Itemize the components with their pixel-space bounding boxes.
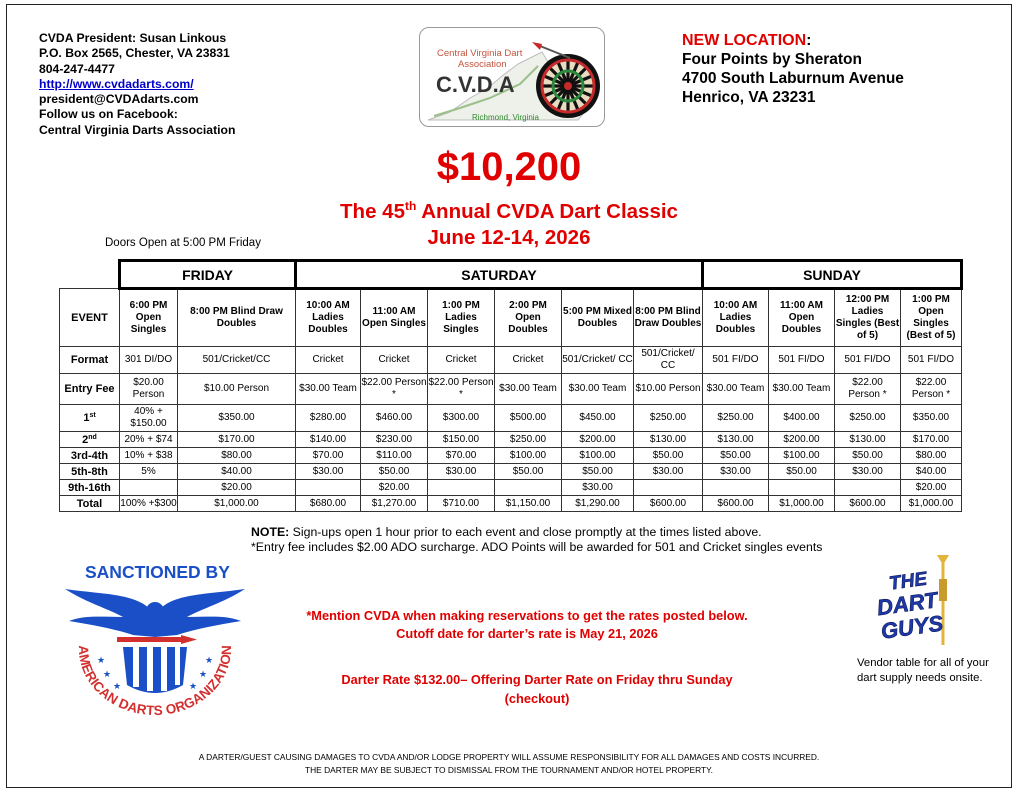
table-cell: $400.00 bbox=[769, 405, 835, 432]
table-cell: $30.00 Team bbox=[703, 374, 769, 405]
table-cell: $30.00 bbox=[428, 464, 495, 480]
contact-info bbox=[39, 31, 235, 138]
event-name: 10:00 AM Ladies Doubles bbox=[703, 289, 769, 347]
dartboard-icon bbox=[536, 54, 600, 118]
event-header: EVENT bbox=[60, 289, 120, 347]
table-cell: $80.00 bbox=[901, 448, 962, 464]
table-cell: $600.00 bbox=[703, 496, 769, 512]
day-header-row bbox=[60, 261, 962, 289]
email-line: president@CVDAdarts.com bbox=[39, 92, 199, 107]
mention-line-1: *Mention CVDA when making reservations to get the rates posted below. bbox=[306, 608, 748, 623]
mention-line-2: Cutoff date for darter’s rate is May 21, 2026 bbox=[396, 626, 658, 641]
table-cell: $100.00 bbox=[769, 448, 835, 464]
table-cell bbox=[769, 480, 835, 496]
flyer-page bbox=[6, 4, 1012, 788]
table-cell: $250.00 bbox=[634, 405, 703, 432]
rate-line-2: (checkout) bbox=[504, 691, 570, 706]
table-cell: $70.00 bbox=[428, 448, 495, 464]
table-cell: $350.00 bbox=[901, 405, 962, 432]
schedule-row bbox=[60, 480, 962, 496]
table-cell: $280.00 bbox=[296, 405, 361, 432]
dart-guys-line1: THE bbox=[887, 568, 929, 595]
dart-guys-line3: GUYS bbox=[879, 610, 945, 644]
table-cell: $230.00 bbox=[361, 432, 428, 448]
table-cell: $40.00 bbox=[901, 464, 962, 480]
table-cell: $20.00 bbox=[901, 480, 962, 496]
table-cell: $680.00 bbox=[296, 496, 361, 512]
sanctioned-heading: SANCTIONED BY bbox=[85, 562, 230, 582]
table-cell bbox=[428, 480, 495, 496]
logo-place: Richmond, Virginia bbox=[472, 113, 539, 122]
ado-logo bbox=[57, 585, 253, 725]
svg-text:★: ★ bbox=[189, 682, 198, 692]
table-cell: $1,000.00 bbox=[901, 496, 962, 512]
table-cell: 40% + $150.00 bbox=[120, 405, 178, 432]
schedule-row bbox=[60, 448, 962, 464]
table-cell: $20.00 Person bbox=[120, 374, 178, 405]
table-cell: $1,270.00 bbox=[361, 496, 428, 512]
event-title-sup: th bbox=[404, 199, 417, 213]
facebook-label: Follow us on Facebook: bbox=[39, 107, 178, 122]
schedule-row bbox=[60, 405, 962, 432]
vendor-note: Vendor table for all of your dart supply needs onsite. bbox=[857, 657, 989, 684]
fee-note: *Entry fee includes $2.00 ADO surcharge. ADO Points will be awarded for 501 and Cricket singles events bbox=[251, 540, 823, 554]
schedule-row bbox=[60, 347, 962, 374]
svg-text:★: ★ bbox=[113, 682, 122, 692]
rate-line-1: Darter Rate $132.00– Offering Darter Rate on Friday thru Sunday bbox=[341, 672, 733, 687]
table-cell: $170.00 bbox=[901, 432, 962, 448]
svg-text:★: ★ bbox=[199, 670, 208, 680]
table-cell: $1,290.00 bbox=[562, 496, 634, 512]
dart-guys-line2: DART bbox=[875, 587, 939, 621]
table-cell: Cricket bbox=[495, 347, 562, 374]
cvda-logo bbox=[419, 27, 605, 127]
event-name: 5:00 PM Mixed Doubles bbox=[562, 289, 634, 347]
table-cell: $600.00 bbox=[634, 496, 703, 512]
location-hotel: Four Points by Sheraton bbox=[682, 51, 862, 68]
table-cell bbox=[296, 480, 361, 496]
darter-rate bbox=[297, 670, 777, 708]
table-cell: 20% + $74 bbox=[120, 432, 178, 448]
event-name: 2:00 PM Open Doubles bbox=[495, 289, 562, 347]
event-name: 6:00 PM Open Singles bbox=[120, 289, 178, 347]
table-cell: 501 FI/DO bbox=[901, 347, 962, 374]
eagle-icon bbox=[65, 589, 245, 644]
schedule-row bbox=[60, 432, 962, 448]
table-cell: $140.00 bbox=[296, 432, 361, 448]
location-street: 4700 South Laburnum Avenue bbox=[682, 70, 904, 87]
schedule-table bbox=[59, 259, 963, 512]
row-label: 1st bbox=[60, 405, 120, 432]
table-cell: $30.00 bbox=[703, 464, 769, 480]
event-dates: June 12-14, 2026 bbox=[427, 226, 591, 249]
table-cell: $30.00 bbox=[562, 480, 634, 496]
table-cell: 501/Cricket/CC bbox=[178, 347, 296, 374]
phone-line: 804-247-4477 bbox=[39, 61, 115, 76]
table-cell: $50.00 bbox=[361, 464, 428, 480]
row-label: Total bbox=[60, 496, 120, 512]
schedule-row bbox=[60, 464, 962, 480]
stripes-shield-icon bbox=[123, 647, 187, 693]
event-name: 11:00 AM Open Doubles bbox=[769, 289, 835, 347]
table-cell: $300.00 bbox=[428, 405, 495, 432]
day-header-friday: FRIDAY bbox=[120, 261, 296, 289]
svg-text:★: ★ bbox=[97, 656, 106, 666]
svg-text:★: ★ bbox=[205, 656, 214, 666]
facebook-name: Central Virginia Darts Association bbox=[39, 122, 236, 137]
table-cell: $30.00 bbox=[634, 464, 703, 480]
event-name: 11:00 AM Open Singles bbox=[361, 289, 428, 347]
table-cell: 501 FI/DO bbox=[703, 347, 769, 374]
table-cell: $50.00 bbox=[769, 464, 835, 480]
disclaimer-line-2: THE DARTER MAY BE SUBJECT TO DISMISSAL FROM THE TOURNAMENT AND/OR HOTEL PROPERTY. bbox=[305, 765, 713, 775]
table-cell: 5% bbox=[120, 464, 178, 480]
location-heading-colon: : bbox=[806, 32, 812, 49]
table-cell: $1,000.00 bbox=[178, 496, 296, 512]
table-cell: 501 FI/DO bbox=[835, 347, 901, 374]
virginia-map-icon bbox=[420, 28, 605, 127]
table-cell: $50.00 bbox=[562, 464, 634, 480]
table-cell: 501 FI/DO bbox=[769, 347, 835, 374]
day-header-saturday: SATURDAY bbox=[296, 261, 703, 289]
table-cell: $80.00 bbox=[178, 448, 296, 464]
location-heading: NEW LOCATION bbox=[682, 32, 807, 49]
table-cell bbox=[120, 480, 178, 496]
event-name: 1:00 PM Open Singles (Best of 5) bbox=[901, 289, 962, 347]
table-cell: $70.00 bbox=[296, 448, 361, 464]
row-label: 2nd bbox=[60, 432, 120, 448]
table-cell: 501/Cricket/ CC bbox=[634, 347, 703, 374]
table-cell: $460.00 bbox=[361, 405, 428, 432]
event-name: 10:00 AM Ladies Doubles bbox=[296, 289, 361, 347]
president-line: CVDA President: Susan Linkous bbox=[39, 31, 227, 45]
schedule-row bbox=[60, 374, 962, 405]
event-title-post: Annual CVDA Dart Classic bbox=[416, 200, 678, 223]
table-cell: $170.00 bbox=[178, 432, 296, 448]
table-cell: $250.00 bbox=[495, 432, 562, 448]
table-cell: $100.00 bbox=[495, 448, 562, 464]
event-name: 8:00 PM Blind Draw Doubles bbox=[634, 289, 703, 347]
table-cell: $130.00 bbox=[835, 432, 901, 448]
table-cell: $500.00 bbox=[495, 405, 562, 432]
table-cell bbox=[835, 480, 901, 496]
table-cell: $450.00 bbox=[562, 405, 634, 432]
table-cell: $22.00 Person * bbox=[428, 374, 495, 405]
table-cell: $30.00 Team bbox=[296, 374, 361, 405]
table-cell bbox=[634, 480, 703, 496]
table-cell: $200.00 bbox=[769, 432, 835, 448]
notes bbox=[251, 525, 822, 555]
row-label: 5th-8th bbox=[60, 464, 120, 480]
table-cell: $200.00 bbox=[562, 432, 634, 448]
row-label: 9th-16th bbox=[60, 480, 120, 496]
logo-org-line2: Association bbox=[458, 59, 507, 70]
table-cell: Cricket bbox=[428, 347, 495, 374]
table-cell: $10.00 Person bbox=[178, 374, 296, 405]
website-link[interactable]: http://www.cvdadarts.com/ bbox=[39, 76, 194, 91]
table-cell: $40.00 bbox=[178, 464, 296, 480]
day-header-sunday: SUNDAY bbox=[703, 261, 962, 289]
row-label: 3rd-4th bbox=[60, 448, 120, 464]
event-row bbox=[60, 289, 962, 347]
table-cell: $30.00 bbox=[835, 464, 901, 480]
table-cell: Cricket bbox=[361, 347, 428, 374]
table-cell: $22.00 Person * bbox=[835, 374, 901, 405]
table-cell: $50.00 bbox=[495, 464, 562, 480]
table-cell bbox=[495, 480, 562, 496]
po-box-line: P.O. Box 2565, Chester, VA 23831 bbox=[39, 46, 230, 61]
table-cell: $20.00 bbox=[361, 480, 428, 496]
logo-abbrev: C.V.D.A bbox=[436, 72, 515, 97]
table-cell: $22.00 Person * bbox=[361, 374, 428, 405]
schedule-row bbox=[60, 496, 962, 512]
table-cell: 301 DI/DO bbox=[120, 347, 178, 374]
note-text: Sign-ups open 1 hour prior to each event and close promptly at the times listed above. bbox=[289, 525, 762, 539]
event-name: 12:00 PM Ladies Singles (Best of 5) bbox=[835, 289, 901, 347]
table-cell: $10.00 Person bbox=[634, 374, 703, 405]
table-cell: $100.00 bbox=[562, 448, 634, 464]
event-name: 8:00 PM Blind Draw Doubles bbox=[178, 289, 296, 347]
logo-org-line1: Central Virginia Dart bbox=[437, 48, 523, 59]
table-cell: $130.00 bbox=[634, 432, 703, 448]
new-location bbox=[682, 31, 904, 107]
table-cell: $22.00 Person * bbox=[901, 374, 962, 405]
table-cell: $350.00 bbox=[178, 405, 296, 432]
table-cell: $1,150.00 bbox=[495, 496, 562, 512]
damage-disclaimer bbox=[7, 751, 1011, 777]
dart-guys-logo bbox=[869, 553, 969, 649]
table-cell: $50.00 bbox=[703, 448, 769, 464]
note-label: NOTE: bbox=[251, 525, 290, 539]
table-cell: $50.00 bbox=[634, 448, 703, 464]
table-cell: Cricket bbox=[296, 347, 361, 374]
disclaimer-line-1: A DARTER/GUEST CAUSING DAMAGES TO CVDA AND/OR LODGE PROPERTY WILL ASSUME RESPONSIBILITY FOR ALL DAMAGES AND COSTS INCURRED. bbox=[198, 752, 820, 762]
table-cell: 501/Cricket/ CC bbox=[562, 347, 634, 374]
table-cell: 10% + $38 bbox=[120, 448, 178, 464]
ado-org-name: AMERICAN DARTS ORGANIZATION bbox=[75, 645, 235, 719]
row-label: Entry Fee bbox=[60, 374, 120, 405]
event-name: 1:00 PM Ladies Singles bbox=[428, 289, 495, 347]
table-cell: $250.00 bbox=[703, 405, 769, 432]
table-cell: $30.00 Team bbox=[495, 374, 562, 405]
table-cell: $50.00 bbox=[835, 448, 901, 464]
row-label: Format bbox=[60, 347, 120, 374]
table-cell: $30.00 Team bbox=[562, 374, 634, 405]
svg-text:★: ★ bbox=[103, 670, 112, 680]
table-cell: $20.00 bbox=[178, 480, 296, 496]
reservation-notice bbox=[277, 607, 777, 643]
table-cell: $130.00 bbox=[703, 432, 769, 448]
table-cell: $600.00 bbox=[835, 496, 901, 512]
prize-amount: $10,200 bbox=[436, 145, 582, 189]
table-cell: 100% +$300 bbox=[120, 496, 178, 512]
table-cell bbox=[703, 480, 769, 496]
table-cell: $30.00 Team bbox=[769, 374, 835, 405]
table-cell: $710.00 bbox=[428, 496, 495, 512]
table-cell: $150.00 bbox=[428, 432, 495, 448]
table-cell: $30.00 bbox=[296, 464, 361, 480]
table-cell: $250.00 bbox=[835, 405, 901, 432]
table-cell: $1,000.00 bbox=[769, 496, 835, 512]
event-title-pre: The 45 bbox=[340, 200, 405, 223]
table-cell: $110.00 bbox=[361, 448, 428, 464]
location-city: Henrico, VA 23231 bbox=[682, 89, 816, 106]
doors-open-note: Doors Open at 5:00 PM Friday bbox=[105, 237, 261, 249]
